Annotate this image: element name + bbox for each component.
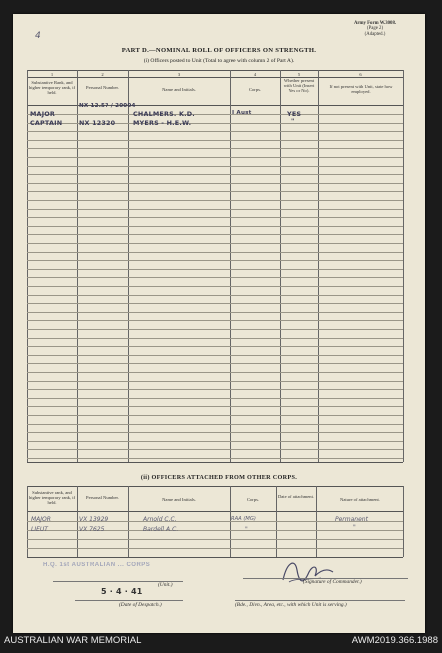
ruled-line [27,389,403,390]
ruled-line [27,217,403,218]
ruled-line [27,295,403,296]
unit-label: (Unit.) [158,582,173,588]
table1-row-present: " [291,117,295,125]
ruled-line [27,166,403,167]
ruled-line [27,415,403,416]
table1-row-number: NX 12320 [79,119,116,127]
location-label: (Bde., Divn., Area, etc., with which Unit is serving.) [235,602,347,608]
caption-institution: AUSTRALIAN WAR MEMORIAL [4,635,142,646]
header-rank: Substantive Rank, and higher temporary rank, if held. [28,80,76,96]
header-corps: Corps. [248,87,262,92]
table1-vline [403,70,404,462]
ruled-line [27,329,403,330]
ruled-line [27,441,403,442]
ruled-line [27,200,403,201]
ruled-line [27,131,403,132]
t2-header-number: Personal Number. [86,495,119,500]
ruled-line [27,312,403,313]
commander-signature [275,552,345,592]
ruled-line [27,548,403,549]
ruled-line [27,140,403,141]
header-employed: If not present with Unit, state how employed. [329,84,393,95]
table1-bottom-rule [27,462,403,463]
col-number: 3 [177,71,181,77]
header-present: Whether present with Unit (Insert Yes or No). [283,78,315,94]
table2-row-nature: " [353,524,356,531]
t2-header-nature: Nature of attachment. [340,497,380,502]
ruled-line [27,277,403,278]
caption-accession: AWM2019.366.1988 [351,635,438,646]
table1-vline [230,70,231,462]
t2-header-date: Date of attachment. [277,494,315,499]
table2-row-corps: " [245,526,248,533]
table1-row-rank: CAPTAIN [30,119,63,127]
ruled-line [27,269,403,270]
ruled-line [27,157,403,158]
table2-row-corps: RAA (MG) [231,516,256,522]
ruled-line [27,372,403,373]
page-title: PART D.—NOMINAL ROLL OF OFFICERS ON STRENGTH. [121,47,317,54]
table2-row-number: VX 7625 [79,526,105,533]
ruled-line [27,234,403,235]
t2-header-corps: Corps. [246,497,260,502]
col-number: 1 [50,71,54,77]
ruled-line [27,406,403,407]
ruled-line [27,191,403,192]
col-number: 5 [297,71,301,77]
ruled-line [27,398,403,399]
ruled-line [27,320,403,321]
ruled-line [27,424,403,425]
ruled-line [27,432,403,433]
ruled-line [27,226,403,227]
location-line [235,600,405,601]
date-label: (Date of Despatch.) [119,602,162,608]
table1-colnum-rule [27,77,403,78]
form-identifier [329,21,421,37]
t2-header-rank: Substantive rank, and higher temporary rank, if held. [28,490,76,506]
document-page [13,14,425,633]
date-of-despatch: 5 · 4 · 41 [101,587,143,596]
col-number: 6 [359,71,362,77]
col-number: 2 [101,71,104,77]
ruled-line [27,355,403,356]
ruled-line [27,252,403,253]
table2-row-number: VX 13929 [79,516,109,523]
col-number: 4 [253,71,257,77]
ruled-line [27,209,403,210]
ruled-line [27,381,403,382]
corner-mark: 4 [35,31,41,41]
table1-vline [318,70,319,462]
table1-vline [77,70,78,462]
table2-row-rank: LIEUT [31,526,48,533]
ruled-line [27,243,403,244]
ruled-line [27,449,403,450]
table1-vline [128,70,129,462]
table1-row-name: MYERS - H.E.W. [133,119,192,127]
ruled-line [27,148,403,149]
ruled-line [27,260,403,261]
ruled-line [27,174,403,175]
table1-vline [27,70,28,462]
ruled-line [27,114,403,115]
form-page: (Page 2) [366,26,384,32]
ruled-line [27,539,403,540]
table2-row-nature: Permanent [335,516,368,523]
date-line [75,600,183,601]
ruled-line [27,346,403,347]
ruled-line [27,183,403,184]
table2-bottom-rule [27,557,403,558]
form-id: Army Form W.3008. [353,21,397,26]
table2-vline [403,486,404,557]
signature-label: (Signature of Commander.) [303,579,362,585]
ruled-line [27,303,403,304]
table1-row-number: NX 12.5? / 20004 [79,103,136,109]
page-subtitle: (i) Officers posted to Unit (Total to agree with column 2 of Part A). [143,58,295,64]
table1-vline [280,70,281,462]
table2-row-rank: MAJOR [31,516,51,523]
form-adapted: (Adapted.) [364,31,386,37]
table2-row-name: Bardell A.C. [143,526,179,533]
ruled-line [27,363,403,364]
table2-top-rule [27,486,403,487]
table1-row-rank: MAJOR [30,110,56,118]
table2-row-name: Arnold C.C. [143,516,177,523]
section2-title: (ii) OFFICERS ATTACHED FROM OTHER CORPS. [140,474,298,481]
ruled-line [27,286,403,287]
ruled-line [27,458,403,459]
unit-stamp: H.Q. 1st AUSTRALIAN ... CORPS [43,562,151,568]
table1-row-present: YES [287,110,302,118]
table2-header-rule [27,511,403,512]
table1-row-name: CHALMERS. K.D. [133,110,195,118]
header-name: Name and Initials. [162,87,196,92]
table1-row-corps: I Aust [232,110,252,116]
header-personal-number: Personal Number. [86,85,119,90]
t2-header-name: Name and Initials. [162,497,196,502]
ruled-line [27,338,403,339]
